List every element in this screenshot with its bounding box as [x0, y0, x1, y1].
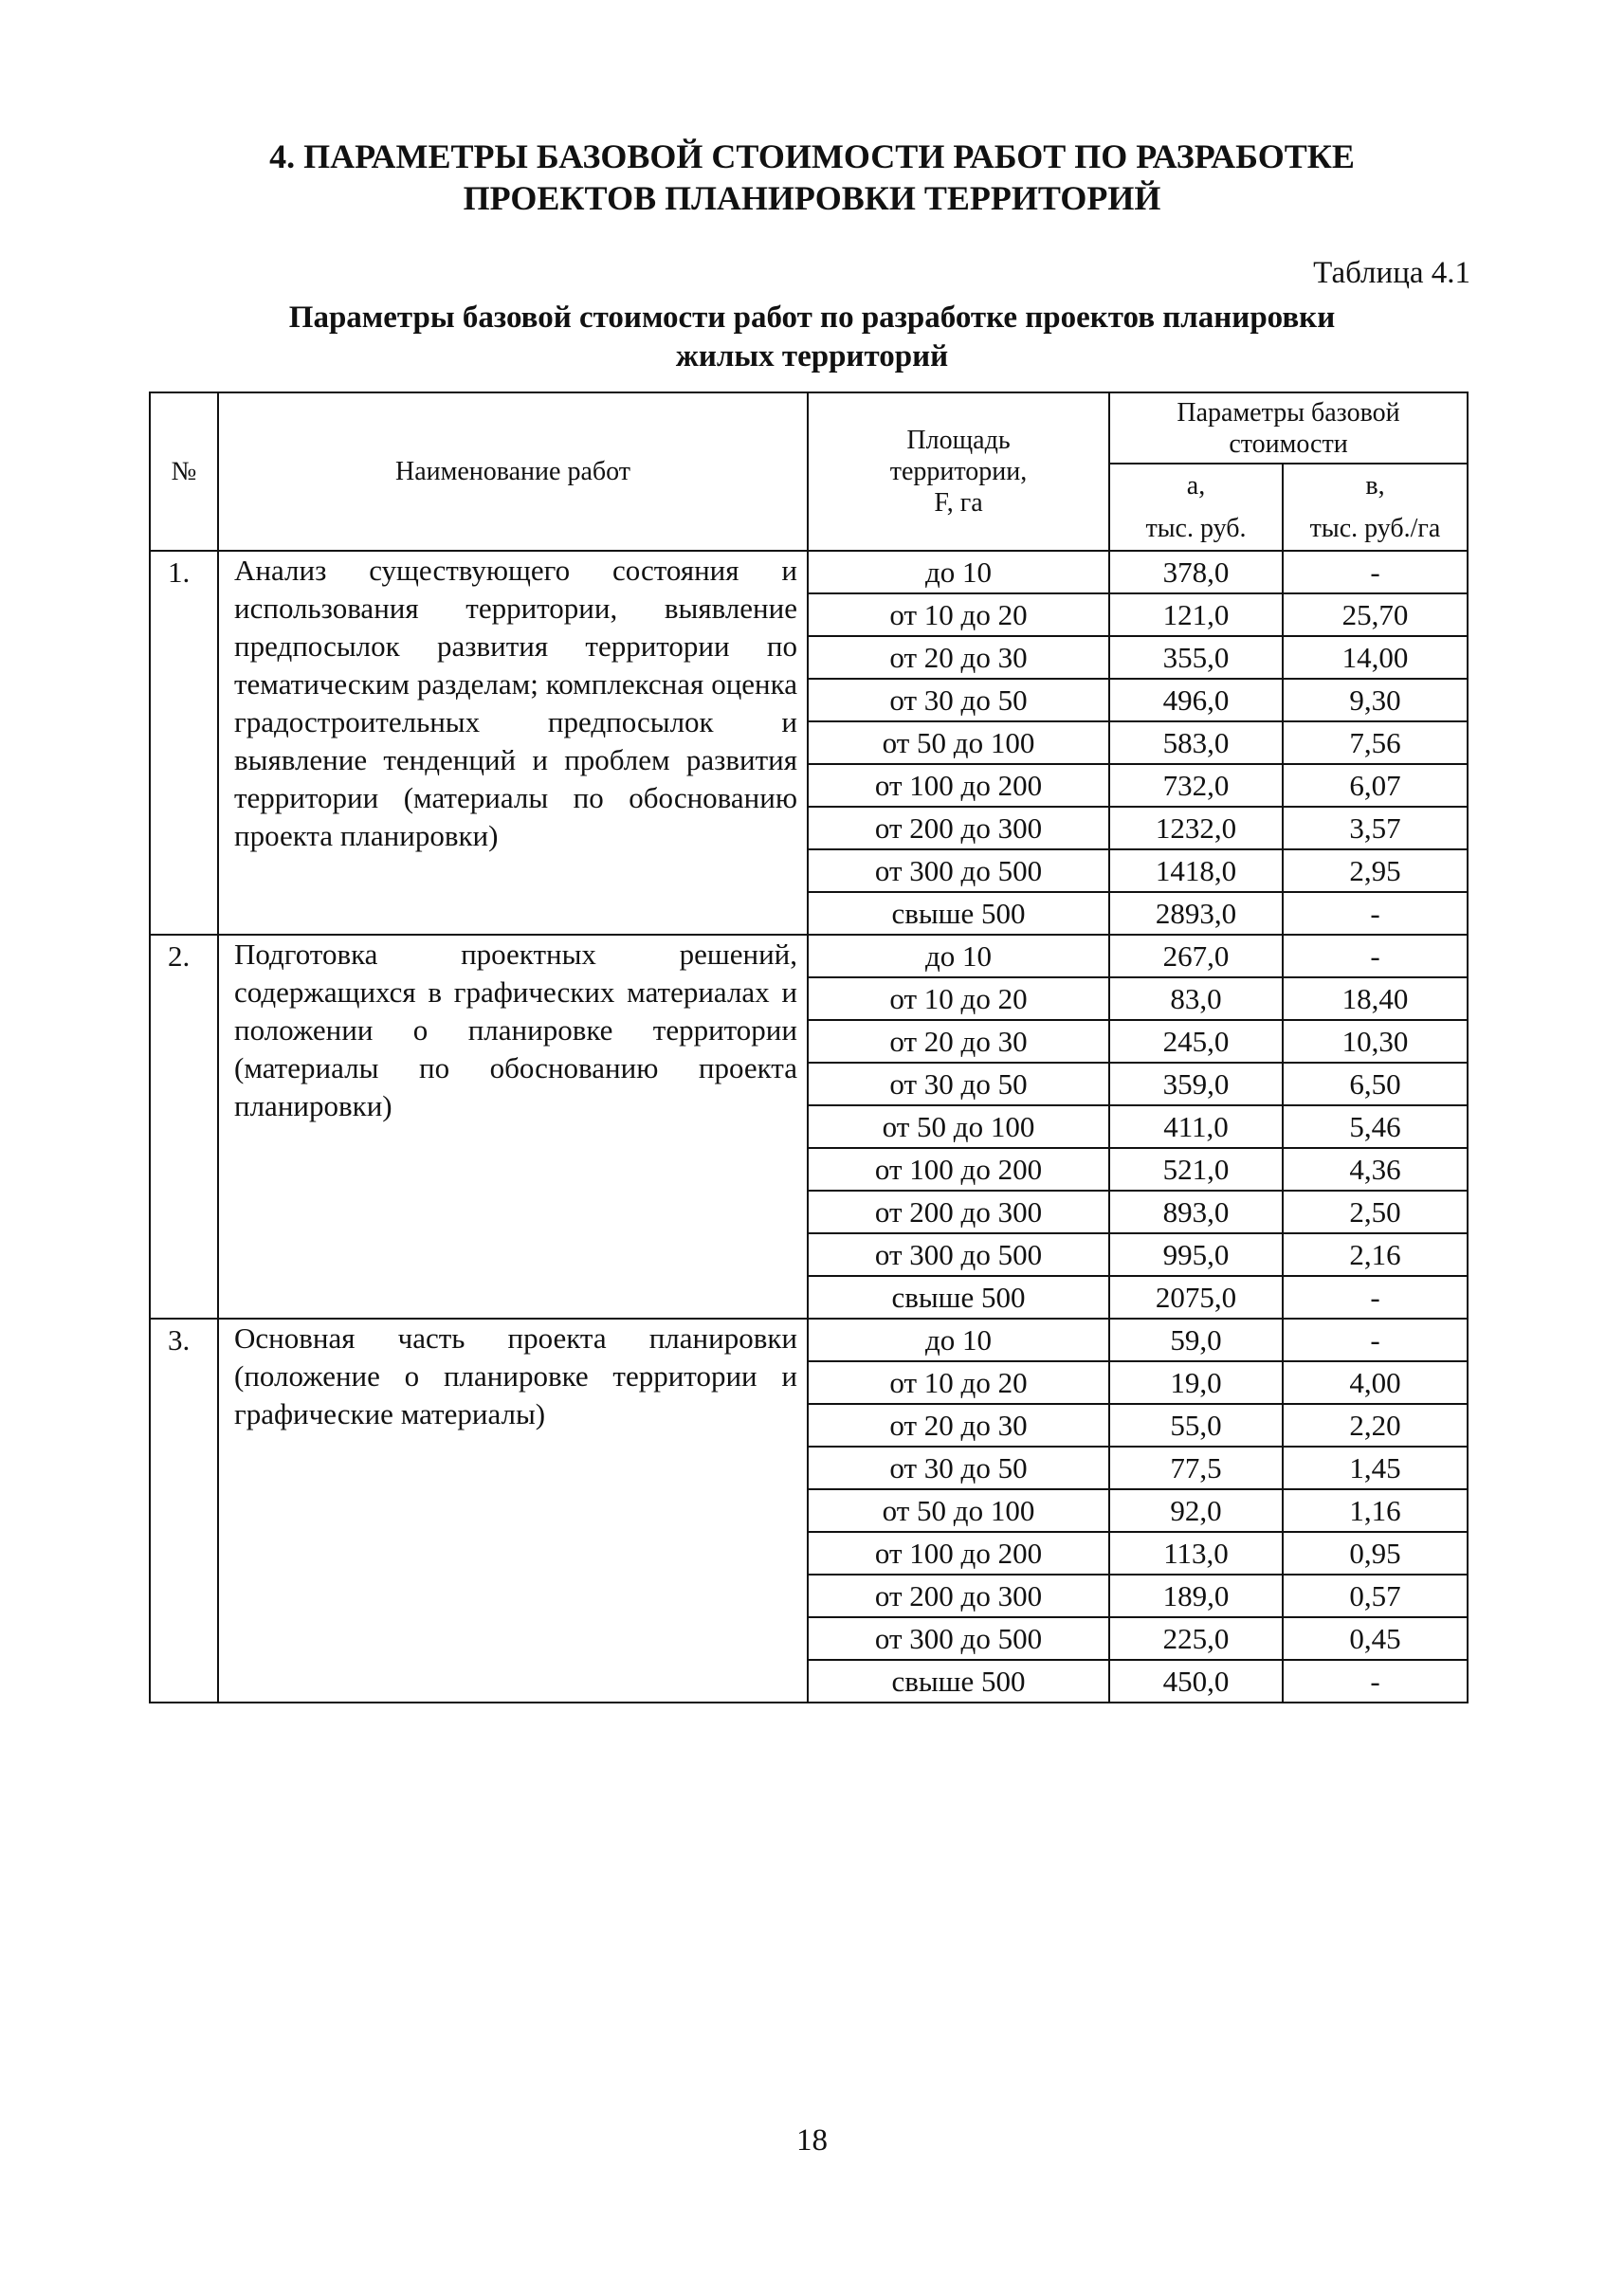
param-a-value: 359,0: [1109, 1063, 1283, 1105]
param-b-value: 4,00: [1283, 1361, 1468, 1404]
param-a-value: 55,0: [1109, 1404, 1283, 1447]
param-a-value: 92,0: [1109, 1489, 1283, 1532]
param-b-value: 3,57: [1283, 807, 1468, 849]
page-number: 18: [796, 2123, 828, 2158]
area-range: от 200 до 300: [808, 807, 1109, 849]
param-b-value: 1,16: [1283, 1489, 1468, 1532]
param-a-value: 77,5: [1109, 1447, 1283, 1489]
area-range: от 20 до 30: [808, 1020, 1109, 1063]
header-param-b: [1283, 464, 1468, 551]
work-description: Анализ существующего состояния и использования территории, выявление предпосылок развития территории по тематическим разделам; комплексная оценка градостроительных предпосылок и выявление тенденций и проблем развития территории (материалы по обоснованию проекта планировки): [218, 551, 808, 935]
param-b-value: 0,45: [1283, 1617, 1468, 1660]
param-b-value: 0,57: [1283, 1575, 1468, 1617]
area-range: до 10: [808, 1319, 1109, 1361]
header-area-line-3: F, га: [934, 488, 983, 518]
param-a-value: 225,0: [1109, 1617, 1283, 1660]
header-param-a-line-1: а,: [1186, 471, 1206, 501]
area-range: от 300 до 500: [808, 1233, 1109, 1276]
header-cost-parameters-line-2: стоимости: [1229, 428, 1348, 459]
section-heading-line-1: 4. ПАРАМЕТРЫ БАЗОВОЙ СТОИМОСТИ РАБОТ ПО РАЗРАБОТКЕ: [269, 137, 1355, 175]
param-b-value: -: [1283, 892, 1468, 935]
param-a-value: 121,0: [1109, 593, 1283, 636]
param-a-value: 189,0: [1109, 1575, 1283, 1617]
param-b-value: 2,95: [1283, 849, 1468, 892]
param-a-value: 2075,0: [1109, 1276, 1283, 1319]
param-b-value: 6,07: [1283, 764, 1468, 807]
param-b-value: 2,20: [1283, 1404, 1468, 1447]
area-range: от 30 до 50: [808, 1447, 1109, 1489]
header-cost-parameters: [1109, 392, 1468, 464]
row-number: 3.: [150, 1319, 218, 1703]
area-range: от 10 до 20: [808, 977, 1109, 1020]
area-range: от 200 до 300: [808, 1575, 1109, 1617]
table-caption-line-1: Параметры базовой стоимости работ по разработке проектов планировки: [288, 301, 1336, 335]
area-range: от 10 до 20: [808, 593, 1109, 636]
header-area: [808, 392, 1109, 551]
param-a-value: 378,0: [1109, 551, 1283, 593]
area-range: свыше 500: [808, 892, 1109, 935]
section-heading: [0, 136, 1624, 219]
param-b-value: 25,70: [1283, 593, 1468, 636]
area-range: от 100 до 200: [808, 764, 1109, 807]
param-a-value: 83,0: [1109, 977, 1283, 1020]
area-range: свыше 500: [808, 1660, 1109, 1703]
param-b-value: 14,00: [1283, 636, 1468, 679]
area-range: от 100 до 200: [808, 1148, 1109, 1191]
param-b-value: -: [1283, 1276, 1468, 1319]
area-range: от 100 до 200: [808, 1532, 1109, 1575]
param-a-value: 245,0: [1109, 1020, 1283, 1063]
header-work-name: Наименование работ: [218, 392, 808, 551]
header-param-b-line-1: в,: [1365, 471, 1385, 501]
row-number: 2.: [150, 935, 218, 1319]
table-label: Таблица 4.1: [1313, 256, 1470, 290]
param-a-value: 267,0: [1109, 935, 1283, 977]
table-row: [150, 551, 1468, 593]
area-range: от 300 до 500: [808, 849, 1109, 892]
param-a-value: 1232,0: [1109, 807, 1283, 849]
header-number: №: [150, 392, 218, 551]
table-row: [150, 935, 1468, 977]
header-param-a-line-2: тыс. руб.: [1145, 514, 1247, 543]
param-b-value: 0,95: [1283, 1532, 1468, 1575]
param-b-value: 5,46: [1283, 1105, 1468, 1148]
work-description: Подготовка проектных решений, содержащихся в графических материалах и положении о планировке территории (материалы по обоснованию проекта планировки): [218, 935, 808, 1319]
param-a-value: 2893,0: [1109, 892, 1283, 935]
row-number: 1.: [150, 551, 218, 935]
area-range: от 30 до 50: [808, 1063, 1109, 1105]
area-range: свыше 500: [808, 1276, 1109, 1319]
work-description: Основная часть проекта планировки (положение о планировке территории и графические материалы): [218, 1319, 808, 1703]
param-a-value: 521,0: [1109, 1148, 1283, 1191]
area-range: от 20 до 30: [808, 636, 1109, 679]
header-param-a: [1109, 464, 1283, 551]
area-range: от 50 до 100: [808, 1105, 1109, 1148]
area-range: от 300 до 500: [808, 1617, 1109, 1660]
param-b-value: 7,56: [1283, 721, 1468, 764]
area-range: от 10 до 20: [808, 1361, 1109, 1404]
param-b-value: 6,50: [1283, 1063, 1468, 1105]
area-range: от 50 до 100: [808, 1489, 1109, 1532]
param-a-value: 893,0: [1109, 1191, 1283, 1233]
param-b-value: -: [1283, 935, 1468, 977]
param-a-value: 1418,0: [1109, 849, 1283, 892]
area-range: до 10: [808, 551, 1109, 593]
param-a-value: 113,0: [1109, 1532, 1283, 1575]
param-b-value: -: [1283, 1319, 1468, 1361]
header-area-line-1: Площадь: [906, 426, 1011, 455]
cost-parameters-table: [149, 392, 1469, 1703]
param-b-value: 2,50: [1283, 1191, 1468, 1233]
param-b-value: 9,30: [1283, 679, 1468, 721]
param-b-value: 2,16: [1283, 1233, 1468, 1276]
param-a-value: 496,0: [1109, 679, 1283, 721]
table-caption: [0, 299, 1624, 376]
area-range: от 30 до 50: [808, 679, 1109, 721]
param-a-value: 450,0: [1109, 1660, 1283, 1703]
header-param-b-line-2: тыс. руб./га: [1309, 514, 1441, 543]
param-b-value: 18,40: [1283, 977, 1468, 1020]
param-b-value: 10,30: [1283, 1020, 1468, 1063]
param-a-value: 995,0: [1109, 1233, 1283, 1276]
param-b-value: 4,36: [1283, 1148, 1468, 1191]
area-range: от 50 до 100: [808, 721, 1109, 764]
param-a-value: 732,0: [1109, 764, 1283, 807]
param-a-value: 355,0: [1109, 636, 1283, 679]
param-a-value: 411,0: [1109, 1105, 1283, 1148]
table-row: [150, 1319, 1468, 1361]
area-range: до 10: [808, 935, 1109, 977]
area-range: от 200 до 300: [808, 1191, 1109, 1233]
area-range: от 20 до 30: [808, 1404, 1109, 1447]
header-area-line-2: территории,: [889, 457, 1028, 486]
param-a-value: 583,0: [1109, 721, 1283, 764]
table-body: [150, 551, 1468, 1703]
param-b-value: 1,45: [1283, 1447, 1468, 1489]
param-b-value: -: [1283, 1660, 1468, 1703]
param-b-value: -: [1283, 551, 1468, 593]
param-a-value: 59,0: [1109, 1319, 1283, 1361]
section-heading-line-2: ПРОЕКТОВ ПЛАНИРОВКИ ТЕРРИТОРИЙ: [463, 179, 1161, 217]
param-a-value: 19,0: [1109, 1361, 1283, 1404]
header-cost-parameters-line-1: Параметры базовой: [1177, 397, 1400, 428]
table-caption-line-2: жилых территорий: [675, 339, 949, 373]
